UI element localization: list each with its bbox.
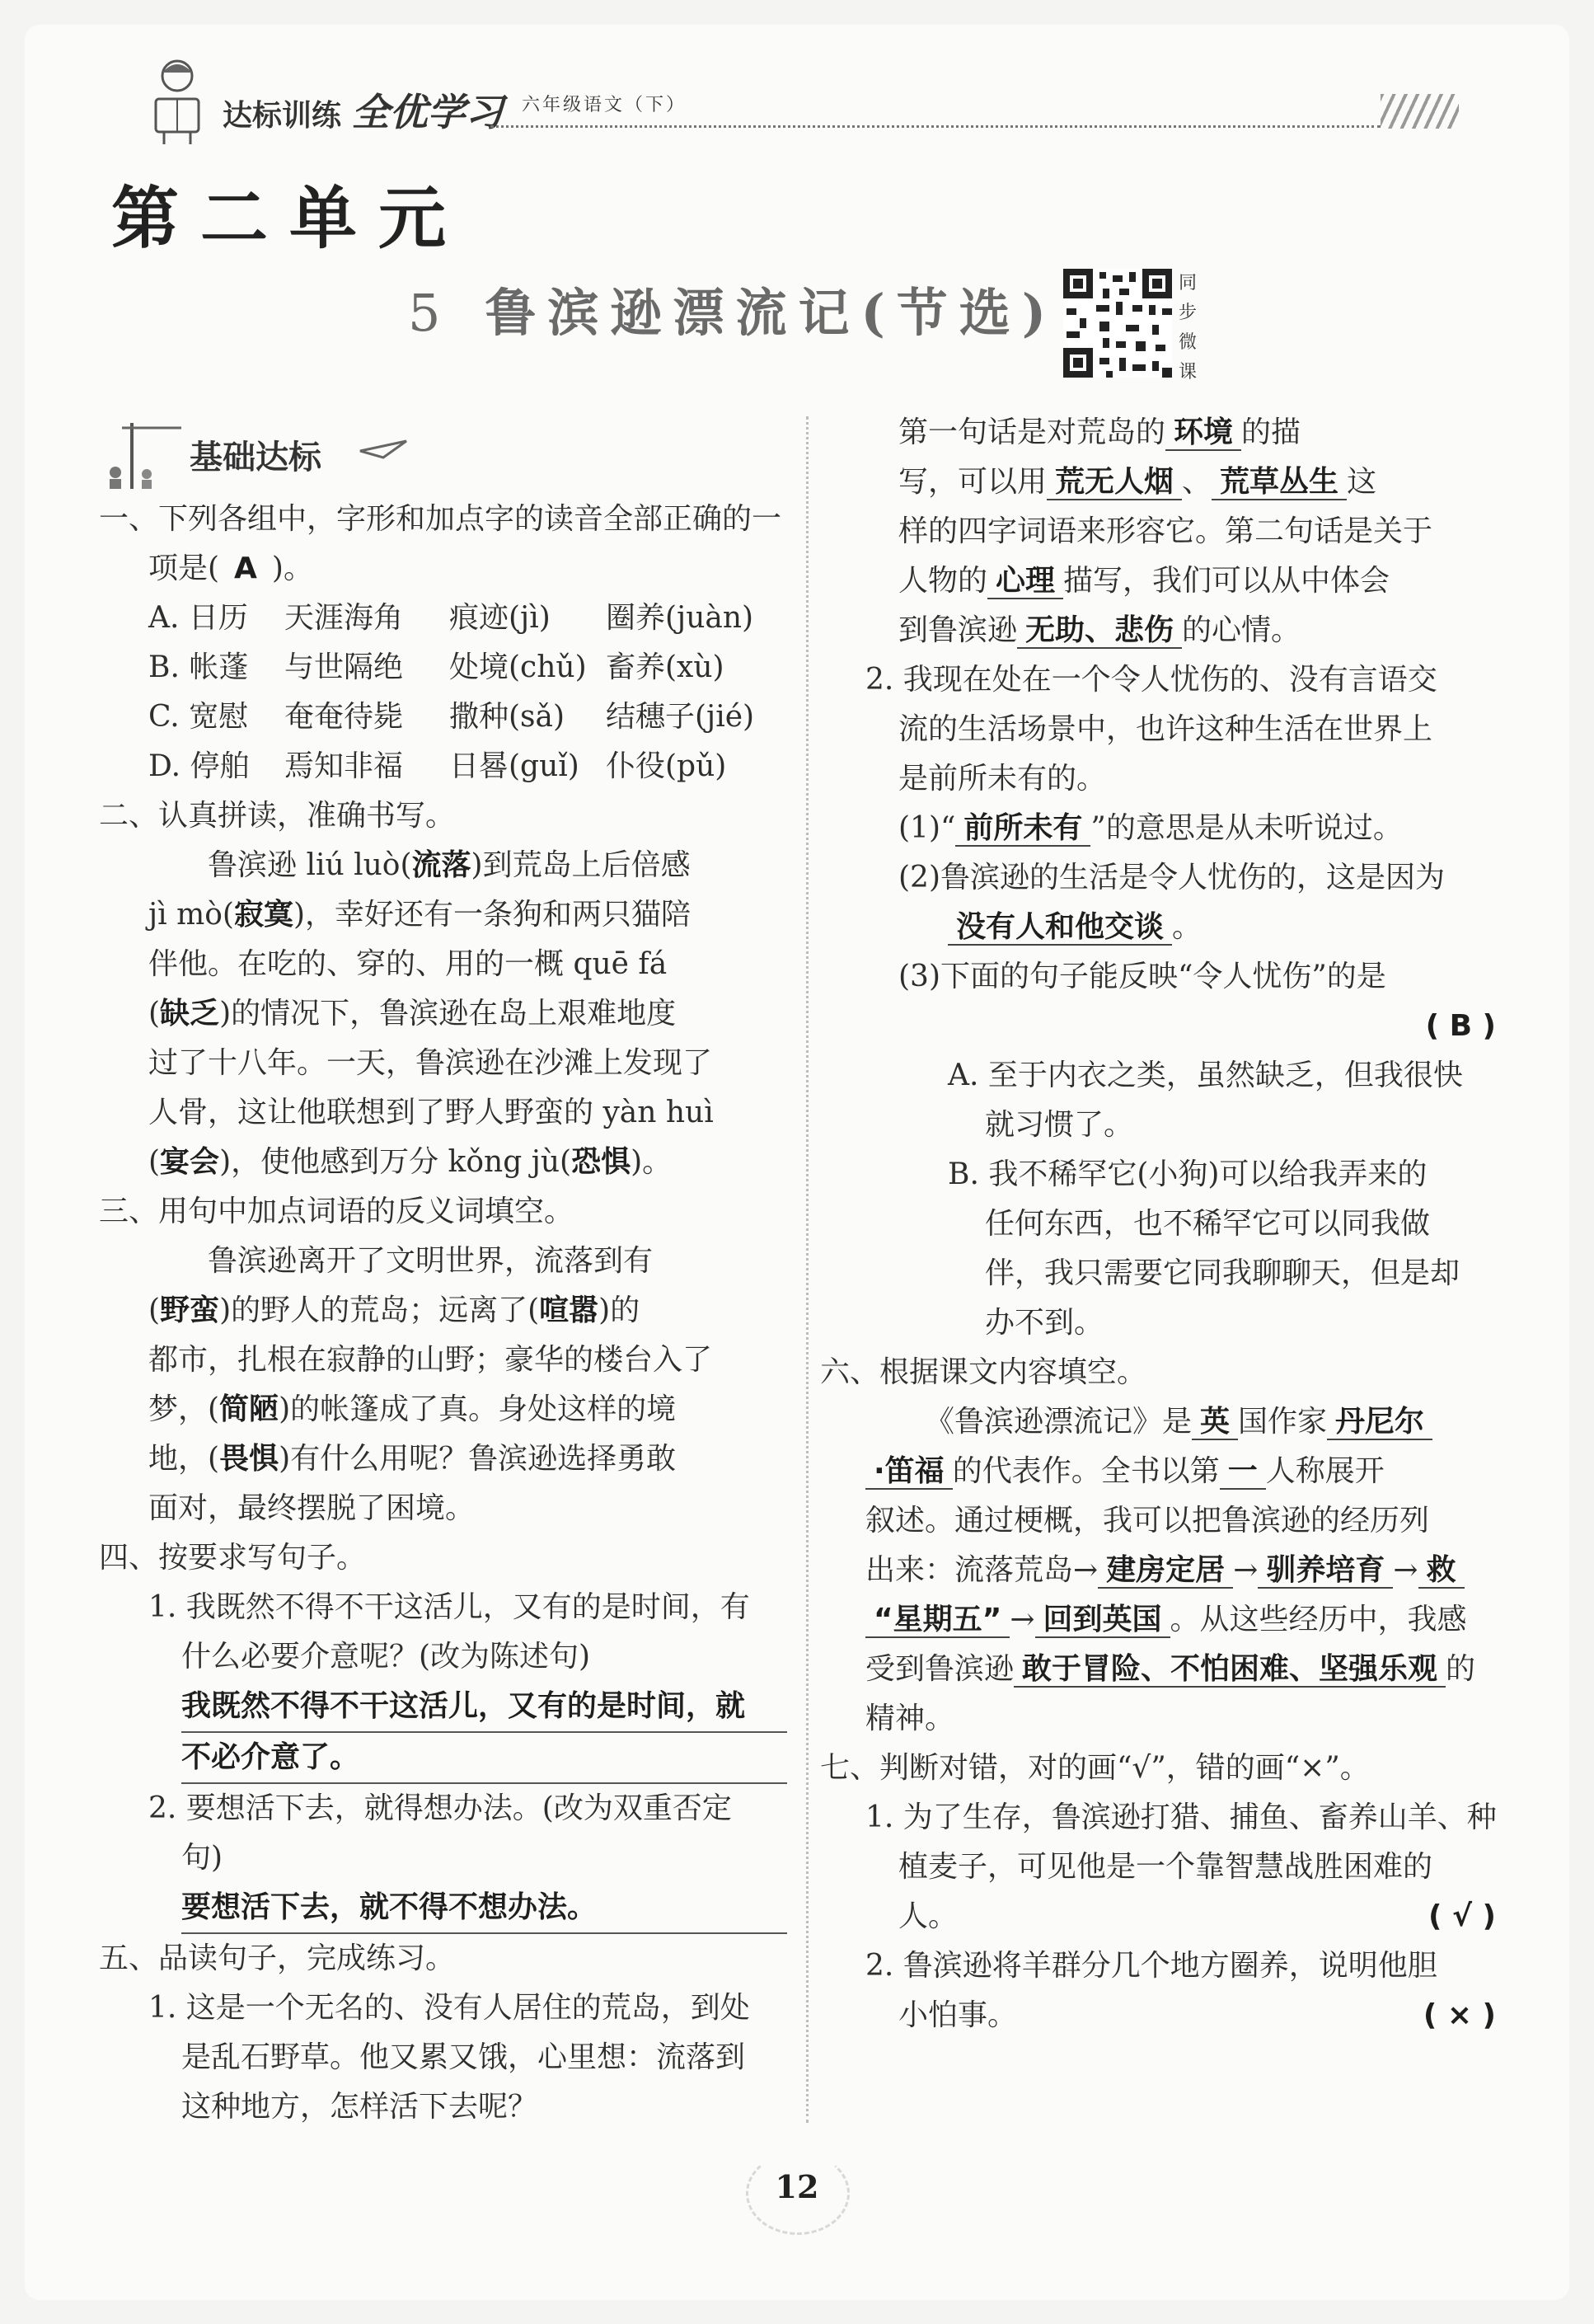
q7-body: 1. 为了生存，鲁滨逊打猎、捕鱼、畜养山羊、种 植麦子，可见他是一个靠智慧战胜困难的 人。 ( √ ) 2. 鲁滨逊将羊群分几个地方圈养，说明他胆 小怕事。 ( × ) bbox=[820, 1793, 1504, 2040]
q6-answer-step-2: 驯养培育 bbox=[1258, 1553, 1393, 1589]
q6-answer-author-a: 丹尼尔 bbox=[1327, 1405, 1432, 1440]
left-column bbox=[99, 495, 787, 2132]
q6-answer-step-3a: 救 bbox=[1418, 1553, 1465, 1589]
q6-answer-step-4: 回到英国 bbox=[1035, 1603, 1170, 1638]
q7-answer-1: ( √ ) bbox=[1428, 1899, 1496, 1933]
header-brand: 达标训练 全优学习 bbox=[223, 90, 504, 134]
q3-stem: 三、用句中加点词语的反义词填空。 bbox=[99, 1195, 574, 1228]
mascot-icon bbox=[144, 58, 210, 148]
header-grade: 六年级语文（下） bbox=[522, 95, 687, 115]
q2-answer-2: 寂寞 bbox=[233, 898, 293, 932]
q1-option-a: A. 日历 天涯海角 痕迹(jì) 圈养(juàn) bbox=[148, 601, 754, 635]
q5-item1: 1. 这是一个无名的、没有人居住的荒岛，到处 是乱石野草。他又累又饿，心里想：流落到 这种地方，怎样活下去呢？ bbox=[148, 1991, 750, 2124]
q6-answer-step-3b: “星期五” bbox=[865, 1603, 1010, 1638]
q2-body: 鲁滨逊 liú luò(流落)到荒岛上后倍感 jì mò(寂寞)，幸好还有一条狗和两只猫陪 伴他。在吃的、穿的、用的一概 quē fá (缺乏)的情况下，鲁滨逊在岛上艰难地度 过了十八年。一天，鲁滨逊在沙滩上发现了 人骨，这让他联想到了野人野蛮的 yàn huì (宴会)，使他感到万分 kǒng jù(恐惧)。 bbox=[148, 848, 714, 1179]
q6-answer-person: 一 bbox=[1220, 1454, 1266, 1490]
q3-answer-2: 喧嚣 bbox=[539, 1293, 599, 1327]
q6-body: 《鲁滨逊漂流记》是 英 国作家 丹尼尔 ·笛福 的代表作。全书以第 一 人称展开 叙述。通过梗概，我可以把鲁滨逊的经历列 出来：流落荒岛→ 建房定居 → 驯养培育 → 救 “星期五” → 回到英国 。从这些经历中，我感 受到鲁滨逊 敢于冒险、不怕困难、坚强乐观 的 精神。 bbox=[865, 1405, 1476, 1735]
q4-answer-1a: 我既然不得不干这活儿，又有的是时间，就 bbox=[181, 1682, 787, 1733]
plane-icon bbox=[359, 433, 408, 466]
signpost-icon bbox=[99, 416, 190, 491]
page-header bbox=[144, 58, 1467, 136]
q5-answer-idiom-1: 荒无人烟 bbox=[1047, 465, 1182, 500]
q4-stem: 四、按要求写句子。 bbox=[99, 1541, 367, 1575]
q2-answer-5: 恐惧 bbox=[571, 1145, 631, 1179]
q5-answer-idiom-2: 荒草丛生 bbox=[1212, 465, 1347, 500]
lesson-title: 5 鲁滨逊漂流记(节选) bbox=[408, 283, 1058, 343]
q5-item1-answer: 第一句话是对荒岛的 环境 的描 写，可以用 荒无人烟 、 荒草丛生 这 样的四字词语来形容它。第二句话是关于 人物的 心理 描写，我们可以从中体会 到鲁滨逊 无助、悲伤 的心情。 bbox=[898, 416, 1433, 647]
column-divider bbox=[806, 416, 809, 2123]
q2-answer-4: 宴会 bbox=[160, 1145, 220, 1179]
q6-answer-spirit: 敢于冒险、不怕困难、坚强乐观 bbox=[1014, 1652, 1446, 1688]
q2-stem: 二、认真拼读，准确书写。 bbox=[99, 799, 456, 833]
q5-answer-choice: ( B ) bbox=[1425, 1009, 1496, 1043]
header-stripes bbox=[1381, 94, 1459, 129]
q3-answer-4: 畏惧 bbox=[219, 1442, 279, 1476]
page-number: 12 bbox=[775, 2168, 819, 2205]
header-dotted-rule bbox=[490, 125, 1381, 128]
q6-answer-country: 英 bbox=[1192, 1405, 1238, 1440]
q1-option-d: D. 停舶 焉知非福 日晷(guǐ) 仆役(pǔ) bbox=[148, 749, 727, 783]
right-column bbox=[820, 408, 1504, 2040]
qr-label: 同步微课 bbox=[1179, 273, 1198, 383]
section-header: 基础达标 bbox=[99, 416, 412, 491]
qr-code-icon[interactable] bbox=[1063, 269, 1172, 378]
q5-answer-word: 前所未有 bbox=[955, 811, 1090, 847]
q1-answer: A bbox=[234, 552, 257, 585]
q5-answer-feeling: 无助、悲伤 bbox=[1017, 613, 1182, 649]
q5-item2: 2. 我现在处在一个令人忧伤的、没有言语交 流的生活场景中，也许这种生活在世界上 是前所未有的。 (1)“ 前所未有 ”的意思是从未听说过。 (2)鲁滨逊的生活是令人忧伤的，这是因为 没有人和他交谈 。 (3)下面的句子能反映“令人忧伤”的是 ( B ) A. 至于内衣之类，虽然缺乏，但我很快 就习惯了。 B. 我不稀罕它(小狗)可以给我弄来的 任何东西，也不稀罕它可以同我做 伴，我只需要它同我聊聊天，但是却 办不到。 bbox=[820, 655, 1504, 1348]
q6-answer-author-b: ·笛福 bbox=[865, 1454, 953, 1490]
q5-answer-reason: 没有人和他交谈 bbox=[948, 910, 1172, 946]
q7-stem: 七、判断对错，对的画“√”，错的画“×”。 bbox=[820, 1751, 1370, 1785]
q4-answer-2: 要想活下去，就不得不想办法。 bbox=[181, 1883, 787, 1934]
q4-body: 1. 我既然不得不干这活儿，又有的是时间，有 什么必要介意呢？(改为陈述句) 我既然不得不干这活儿，又有的是时间，就 不必介意了。 2. 要想活下去，就得想办法。(改为双重否定 句) 要想活下去，就不得不想办法。 bbox=[99, 1583, 787, 1934]
unit-title: 第二单元 bbox=[111, 180, 468, 258]
q3-answer-1: 野蛮 bbox=[160, 1293, 220, 1327]
q5-answer-psych: 心理 bbox=[987, 564, 1063, 599]
q2-answer-3: 缺乏 bbox=[160, 997, 220, 1031]
q6-stem: 六、根据课文内容填空。 bbox=[820, 1355, 1147, 1389]
q3-answer-3: 简陋 bbox=[219, 1392, 279, 1426]
q1-stem: 一、下列各组中，字形和加点字的读音全部正确的一项是( A )。 bbox=[99, 502, 782, 585]
q7-answer-2: ( × ) bbox=[1423, 1998, 1496, 2032]
q6-answer-step-1: 建房定居 bbox=[1098, 1553, 1233, 1589]
q1-option-c: C. 宽慰 奄奄待毙 撒种(sǎ) 结穗子(jié) bbox=[148, 700, 755, 734]
q5-answer-environment: 环境 bbox=[1165, 416, 1241, 451]
q4-answer-1b: 不必介意了。 bbox=[181, 1733, 787, 1784]
q3-body: 鲁滨逊离开了文明世界，流落到有 (野蛮)的野人的荒岛；远离了(喧嚣)的 都市，扎根在寂静的山野；豪华的楼台入了 梦，(简陋)的帐篷成了真。身处这样的境 地，(畏惧)有什么用呢？鲁滨逊选择勇敢 面对，最终摆脱了困境。 bbox=[148, 1244, 713, 1525]
q2-answer-1: 流落 bbox=[411, 848, 471, 882]
q1-option-b: B. 帐蓬 与世隔绝 处境(chǔ) 畜养(xù) bbox=[148, 650, 724, 684]
q5-stem: 五、品读句子，完成练习。 bbox=[99, 1941, 456, 1975]
